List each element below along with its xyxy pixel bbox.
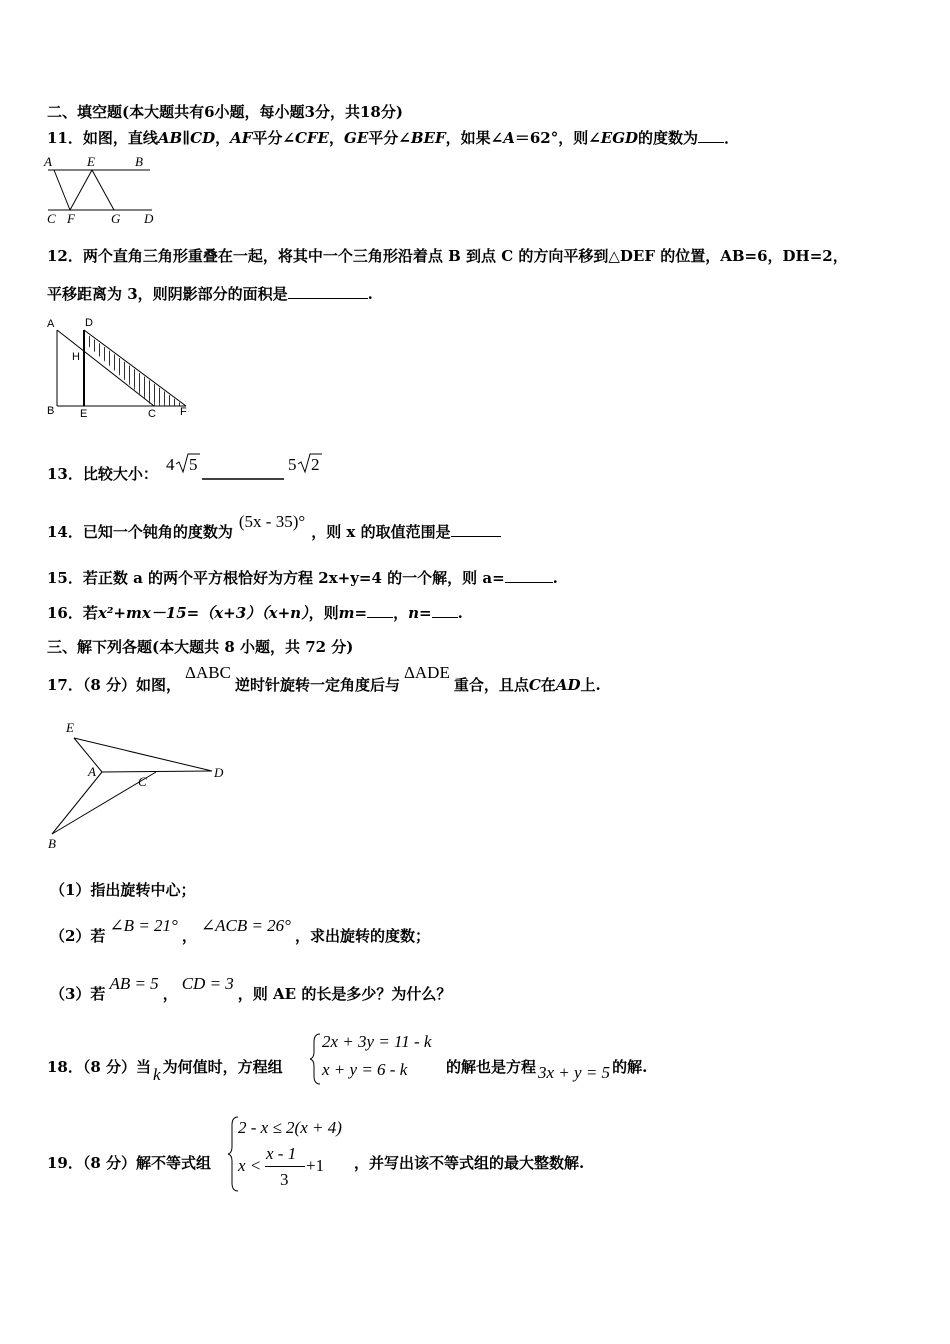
svg-text:D: D [85, 317, 93, 329]
svg-text:G: G [111, 211, 121, 226]
svg-text:4: 4 [166, 455, 175, 474]
answer-blank [451, 522, 501, 537]
svg-text:5: 5 [288, 455, 297, 474]
svg-text:F: F [180, 406, 187, 418]
svg-text:E: E [66, 720, 74, 735]
svg-text:H: H [72, 351, 80, 363]
svg-text:A: A [47, 318, 55, 330]
section-3-header: 三、解下列各题(本大题共 8 小题，共 72 分) [47, 638, 354, 656]
svg-text:B: B [135, 154, 143, 169]
svg-text:B: B [47, 405, 55, 417]
svg-text:F: F [67, 211, 75, 226]
q11-figure [40, 152, 165, 230]
q12-figure [44, 316, 194, 424]
question-19-suffix: ，并写出该不等式组的最大整数解. [354, 1154, 585, 1172]
q19-inequality-1: 2 - x ≤ 2(x + 4) [238, 1118, 342, 1137]
answer-blank [288, 284, 368, 299]
q18-equation-1: 2x + 3y = 11 - k [322, 1032, 432, 1051]
q17-figure [44, 716, 244, 856]
answer-blank [505, 568, 553, 583]
svg-text:2: 2 [311, 455, 320, 474]
svg-text:A: A [88, 764, 96, 779]
answer-blank [698, 128, 724, 143]
fraction-bar [265, 1166, 305, 1167]
svg-text:C: C [138, 774, 147, 789]
question-17-part-2: （2）若∠B = 21°，∠ACB = 26°，求出旋转的度数； [50, 916, 430, 945]
answer-blank-m [367, 603, 393, 618]
svg-text:E: E [87, 154, 95, 169]
svg-text:B: B [48, 836, 56, 851]
question-18-suffix: 的解也是方程 3x + y = 5 的解. [446, 1058, 648, 1082]
question-11: 11．如图，直线AB∥CD，AF平分∠CFE，GE平分∠BEF，如果∠A＝62°，则∠EGD的度数为 ． [47, 129, 740, 147]
question-17-part-1: （1）指出旋转中心； [50, 881, 196, 899]
q13-expression [160, 448, 340, 488]
question-13: 13．比较大小： [47, 465, 158, 483]
svg-text:C: C [47, 211, 56, 226]
svg-text:E: E [80, 408, 88, 420]
svg-text:A: A [44, 154, 52, 169]
question-15: 15．若正数 a 的两个平方根恰好为方程 2x+y=4 的一个解，则 a= . [47, 569, 558, 587]
svg-text:D: D [144, 211, 154, 226]
svg-text:5: 5 [189, 455, 198, 474]
question-12-line-1: 12．两个直角三角形重叠在一起，将其中一个三角形沿着点 B 到点 C 的方向平移到△DEF 的位置，AB=6，DH=2， [47, 247, 848, 265]
section-2-header: 二、填空题(本大题共有6小题，每小题3分，共18分) [47, 103, 403, 121]
question-17: 17．（8 分）如图，ΔABC逆时针旋转一定角度后与ΔADE重合，且点C在AD上. [47, 663, 601, 694]
q18-equation-2: x + y = 6 - k [322, 1060, 408, 1079]
svg-text:C: C [148, 408, 156, 420]
question-12-line-2: 平移距离为 3，则阴影部分的面积是 . [47, 285, 373, 303]
question-19-prefix: 19．（8 分）解不等式组 [47, 1154, 212, 1172]
question-17-part-3: （3）若AB = 5，CD = 3，则 AE 的长是多少？为什么？ [50, 974, 452, 1003]
svg-text:D: D [214, 765, 224, 780]
question-18-prefix: 18．（8 分）当 k 为何值时，方程组 [47, 1058, 283, 1084]
answer-blank-n [432, 603, 458, 618]
question-16: 16．若x²+mx－15=（x+3）（x+n），则m= ，n= . [47, 604, 463, 622]
question-14: 14．已知一个钝角的度数为(5x - 35)°，则 x 的取值范围是 [47, 522, 501, 542]
